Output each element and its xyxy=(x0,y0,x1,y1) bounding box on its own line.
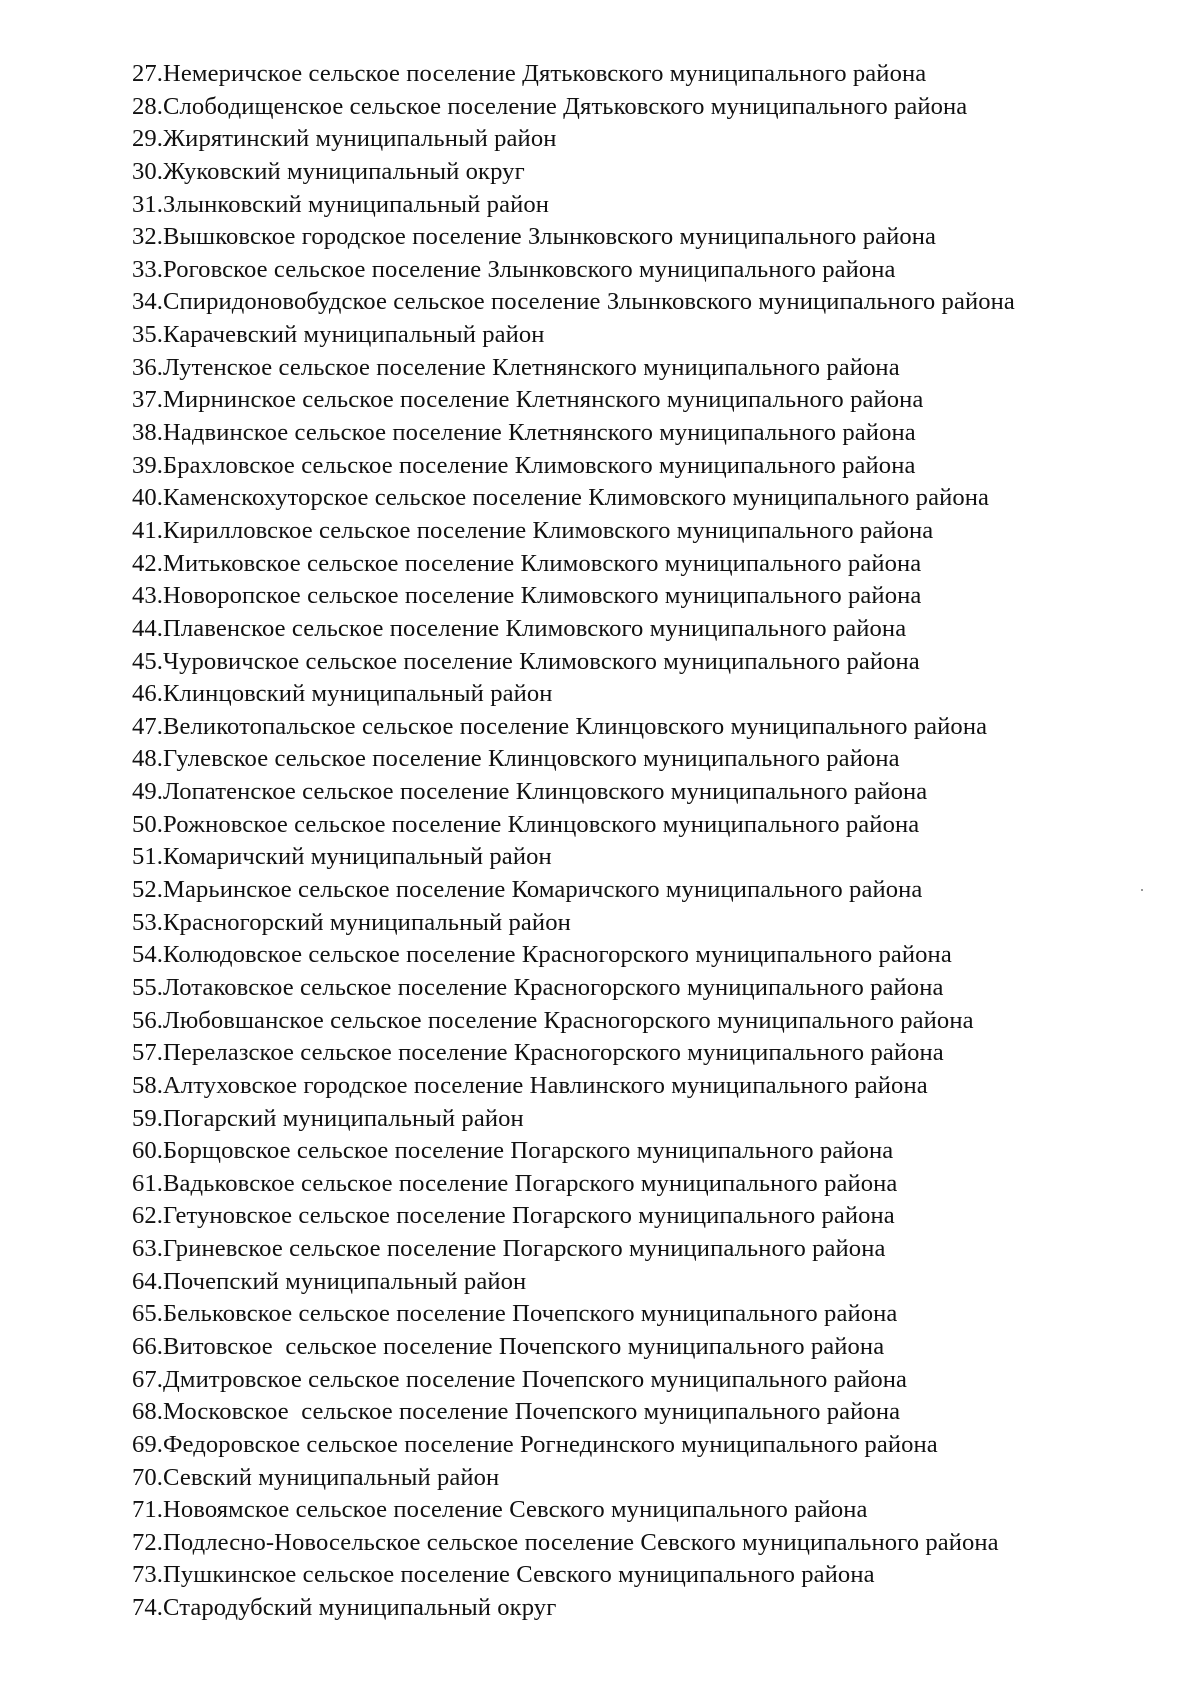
list-item: 68.Московское сельское поселение Почепского муниципального района xyxy=(132,1398,901,1426)
list-item: 30.Жуковский муниципальный округ xyxy=(132,157,525,185)
list-item: 53.Красногорский муниципальный район xyxy=(132,908,571,936)
municipality-list xyxy=(132,58,1172,1625)
list-item: 34.Спиридоновобудское сельское поселение Злынковского муниципального района xyxy=(132,288,1015,316)
list-item: 51.Комаричский муниципальный район xyxy=(132,843,552,871)
list-item: 42.Митьковское сельское поселение Климовского муниципального района xyxy=(132,549,922,577)
list-item: 55.Лотаковское сельское поселение Красногорского муниципального района xyxy=(132,973,944,1001)
list-item: 49.Лопатенское сельское поселение Клинцовского муниципального района xyxy=(132,778,928,806)
list-item: 61.Вадьковское сельское поселение Погарского муниципального района xyxy=(132,1169,898,1197)
list-item: 44.Плавенское сельское поселение Климовского муниципального района xyxy=(132,614,907,642)
list-item: 50.Рожновское сельское поселение Клинцовского муниципального района xyxy=(132,810,920,838)
list-item: 43.Новоропское сельское поселение Климовского муниципального района xyxy=(132,582,922,610)
list-item: 35.Карачевский муниципальный район xyxy=(132,321,545,349)
list-item: 59.Погарский муниципальный район xyxy=(132,1104,524,1132)
list-item: 73.Пушкинское сельское поселение Севского муниципального района xyxy=(132,1561,875,1589)
list-item: 37.Мирнинское сельское поселение Клетнянского муниципального района xyxy=(132,386,924,414)
list-item: 27.Немеричское сельское поселение Дятьковского муниципального района xyxy=(132,60,927,87)
scan-speck xyxy=(1141,889,1143,891)
list-item: 39.Брахловское сельское поселение Климовского муниципального района xyxy=(132,451,916,479)
list-item: 29.Жирятинский муниципальный район xyxy=(132,125,557,153)
list-item: 28.Слободищенское сельское поселение Дятьковского муниципального района xyxy=(132,92,968,120)
list-item: 62.Гетуновское сельское поселение Погарского муниципального района xyxy=(132,1202,895,1230)
list-item: 36.Лутенское сельское поселение Клетнянского муниципального района xyxy=(132,353,900,381)
list-item: 60.Борщовское сельское поселение Погарского муниципального района xyxy=(132,1137,894,1165)
list-item: 67.Дмитровское сельское поселение Почепского муниципального района xyxy=(132,1365,908,1393)
list-item: 33.Роговское сельское поселение Злынковского муниципального района xyxy=(132,255,896,283)
list-item: 45.Чуровичское сельское поселение Климовского муниципального района xyxy=(132,647,920,675)
list-item: 46.Клинцовский муниципальный район xyxy=(132,680,553,708)
list-item: 48.Гулевское сельское поселение Клинцовского муниципального района xyxy=(132,745,900,773)
list-item: 40.Каменскохуторское сельское поселение Климовского муниципального района xyxy=(132,484,990,512)
list-item: 57.Перелазское сельское поселение Красногорского муниципального района xyxy=(132,1039,944,1067)
list-item: 54.Колюдовское сельское поселение Красногорского муниципального района xyxy=(132,941,952,969)
list-item: 74.Стародубский муниципальный округ xyxy=(132,1594,557,1622)
list-item: 72.Подлесно-Новосельское сельское поселение Севского муниципального района xyxy=(132,1528,999,1556)
list-item: 71.Новоямское сельское поселение Севского муниципального района xyxy=(132,1496,868,1524)
list-item: 65.Бельковское сельское поселение Почепского муниципального района xyxy=(132,1300,898,1328)
list-item: 41.Кирилловское сельское поселение Климовского муниципального района xyxy=(132,516,934,544)
list-item: 31.Злынковский муниципальный район xyxy=(132,190,550,218)
list-item: 56.Любовшанское сельское поселение Красногорского муниципального района xyxy=(132,1006,974,1034)
list-item: 52.Марьинское сельское поселение Комаричского муниципального района xyxy=(132,876,923,904)
list-item: 47.Великотопальское сельское поселение Клинцовского муниципального района xyxy=(132,712,988,740)
list-item: 66.Витовское сельское поселение Почепского муниципального района xyxy=(132,1332,885,1360)
list-item: 69.Федоровское сельское поселение Рогнединского муниципального района xyxy=(132,1430,938,1458)
list-item: 38.Надвинское сельское поселение Клетнянского муниципального района xyxy=(132,419,916,447)
list-item: 32.Вышковское городское поселение Злынковского муниципального района xyxy=(132,223,937,251)
list-item: 70.Севский муниципальный район xyxy=(132,1463,500,1491)
list-item: 63.Гриневское сельское поселение Погарского муниципального района xyxy=(132,1235,886,1263)
list-item: 64.Почепский муниципальный район xyxy=(132,1267,527,1295)
list-item: 58.Алтуховское городское поселение Навлинского муниципального района xyxy=(132,1071,928,1099)
